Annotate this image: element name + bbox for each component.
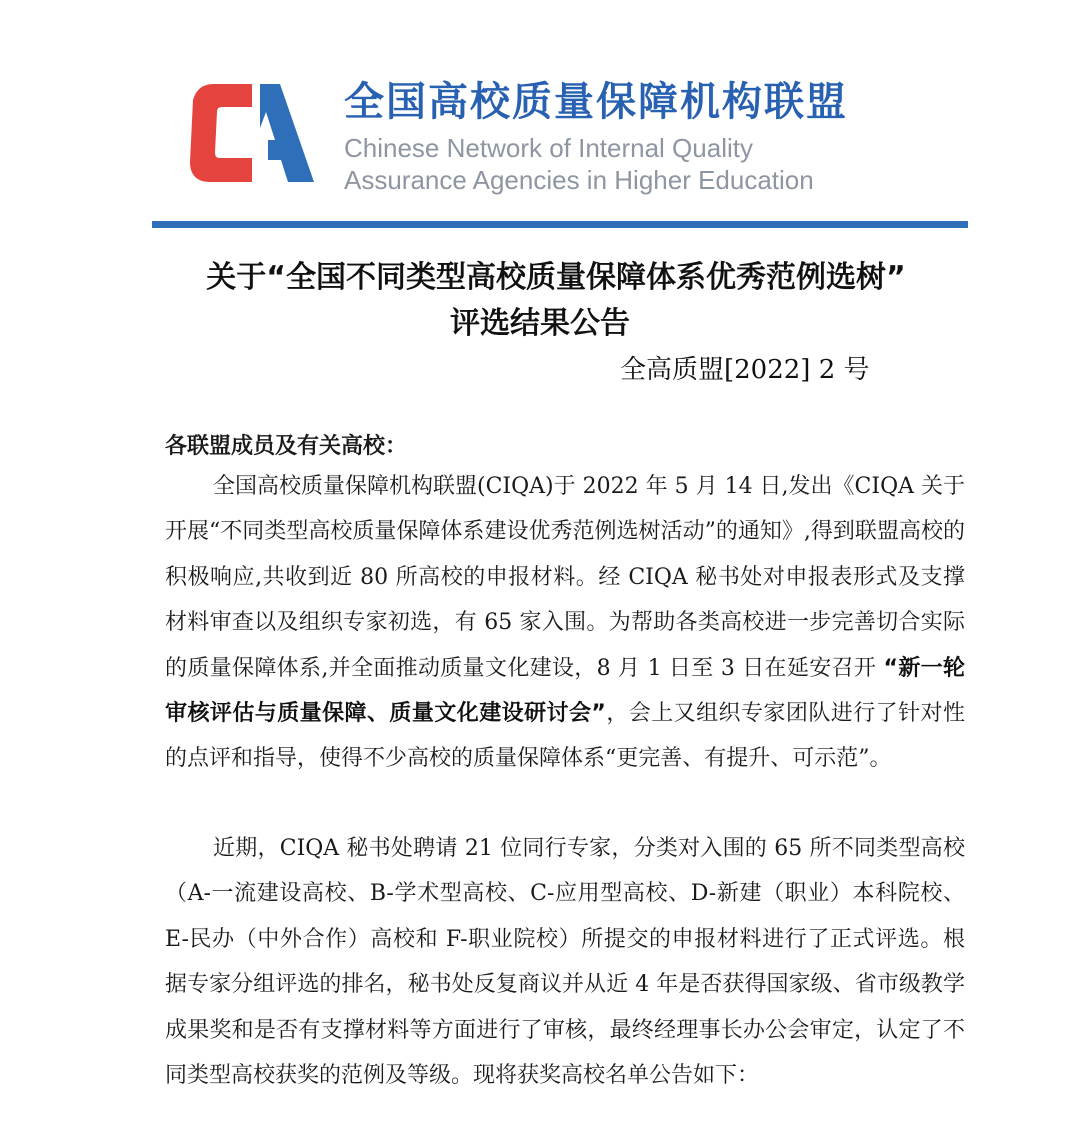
org-name-en-line1: Chinese Network of Internal Quality <box>344 133 753 163</box>
document-number: 全高质盟[2022] 2 号 <box>620 355 870 385</box>
notice-title-line1: 关于“全国不同类型高校质量保障体系优秀范例选树” <box>206 260 906 295</box>
paragraph-1-text-a: 全国高校质量保障机构联盟(CIQA)于 2022 年 5 月 14 日,发出《CIQA 关于开展“不同类型高校质量保障体系建设优秀范例选树活动”的通知》,得到联盟高校的积极响应,共收到近 80 所高校的申报材料。经 CIQA 秘书处对申报表形式及支撑材料审查以及组织专家初选，有 65 家入围。为帮助各类高校进一步完善切合实际的质量保障体系,并全面推动质量文化建设，8 月 1 日至 3 日在延安召开 <box>165 474 965 681</box>
org-name-en-line2: Assurance Agencies in Higher Education <box>344 165 814 195</box>
paragraph-1-text-b: ，会上又组织专家团队进行了针对性的点评和指导，使得不少高校的质量保障体系“更完善、有提升、可示范”。 <box>165 701 965 772</box>
seminar-name: “新一轮审核评估与质量保障、质量文化建设研讨会” <box>165 655 965 727</box>
ciqa-logo-icon <box>188 74 320 186</box>
letterhead <box>188 74 948 194</box>
letterhead-divider <box>152 221 968 228</box>
paragraph-2: 近期，CIQA 秘书处聘请 21 位同行专家，分类对入围的 65 所不同类型高校（A-一流建设高校、B-学术型高校、C-应用型高校、D-新建（职业）本科院校、E-民办（中外合作）高校和 F-职业院校）所提交的申报材料进行了正式评选。根据专家分组评选的排名，秘书处反复商议并从近 4 年是否获得国家级、省市级教学成果奖和是否有支撑材料等方面进行了审核，最终经理事长办公会审定，认定了不同类型高校获奖的范例及等级。现将获奖高校名单公告如下： <box>165 836 965 1089</box>
org-name-cn: 全国高校质量保障机构联盟 <box>344 79 848 125</box>
salutation: 各联盟成员及有关高校： <box>165 433 408 459</box>
paragraph-1 <box>165 464 965 782</box>
notice-title-line2: 评选结果公告 <box>450 306 630 341</box>
